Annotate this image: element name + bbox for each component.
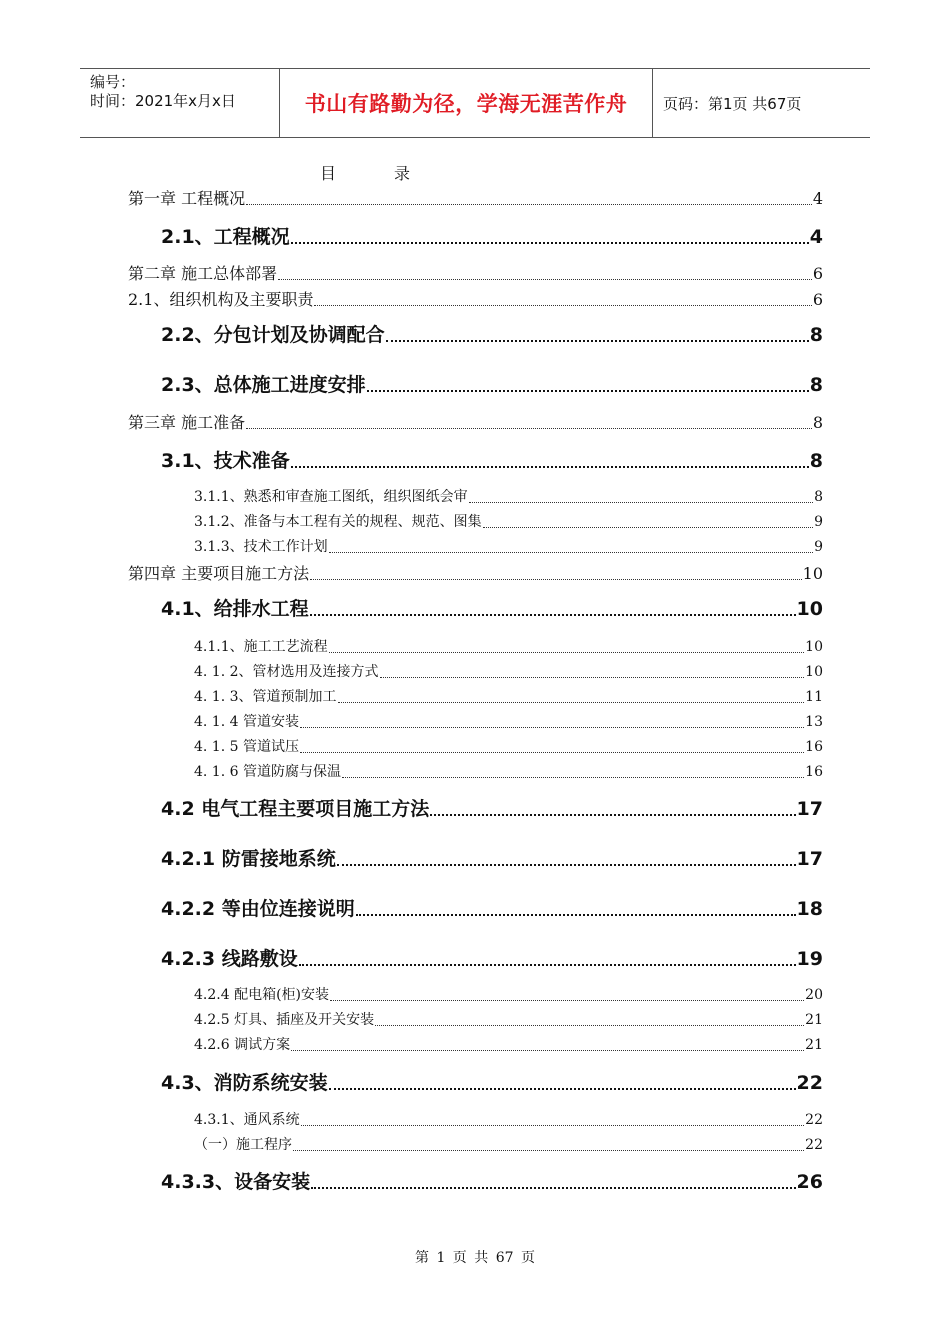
toc-leader-dots — [330, 999, 804, 1001]
toc-entry-title: 4. 1. 5 管道试压 — [194, 739, 299, 755]
toc-entry[interactable] — [161, 1068, 823, 1095]
toc-leader-dots — [291, 465, 809, 468]
toc-leader-dots — [299, 963, 796, 966]
toc-entry[interactable] — [194, 1134, 823, 1154]
toc-leader-dots — [329, 651, 805, 653]
toc-entry-title: 4. 1. 3、管道预制加工 — [194, 689, 337, 705]
toc-leader-dots — [310, 613, 796, 616]
toc-entry-title: （一）施工程序 — [194, 1137, 292, 1153]
toc-title-right: 录 — [394, 164, 411, 183]
toc-entry-page: 21 — [805, 1012, 823, 1028]
toc-leader-dots — [469, 501, 813, 503]
toc-entry-page: 10 — [796, 598, 823, 620]
toc-entry-page: 8 — [814, 489, 823, 505]
toc-leader-dots — [380, 676, 805, 678]
toc-entry-title: 4.3.1、通风系统 — [194, 1112, 300, 1128]
toc-entry[interactable] — [194, 661, 823, 681]
toc-entry-page: 17 — [796, 798, 823, 820]
toc-entry[interactable] — [194, 736, 823, 756]
toc-entry[interactable] — [194, 1034, 823, 1054]
toc-entry-title: 4. 1. 6 管道防腐与保温 — [194, 764, 341, 780]
toc-entry[interactable] — [194, 761, 823, 781]
toc-entry-page: 17 — [796, 848, 823, 870]
toc-leader-dots — [246, 203, 812, 205]
header-page-info: 页码：第1页 共67页 — [663, 94, 802, 113]
toc-leader-dots — [300, 751, 804, 753]
toc-leader-dots — [291, 241, 809, 244]
toc-entry-page: 4 — [812, 189, 823, 208]
toc-entry-page: 9 — [814, 514, 823, 530]
toc-entry-page: 13 — [805, 714, 823, 730]
toc-leader-dots — [430, 813, 795, 816]
document-date: 时间：2021年x月x日 — [90, 92, 236, 110]
toc-entry[interactable] — [161, 1167, 823, 1194]
toc-entry-page: 6 — [812, 264, 823, 283]
toc-leader-dots — [338, 701, 805, 703]
toc-entry-page: 22 — [805, 1137, 823, 1153]
toc-entry-title: 4.2.1 防雷接地系统 — [161, 848, 336, 870]
header-motto: 书山有路勤为径，学海无涯苦作舟 — [280, 69, 653, 137]
toc-entry-title: 2.1、工程概况 — [161, 226, 290, 248]
toc-entry-page: 20 — [805, 987, 823, 1003]
toc-entry-page: 22 — [805, 1112, 823, 1128]
toc-leader-dots — [314, 304, 811, 306]
toc-leader-dots — [342, 776, 804, 778]
toc-entry-title: 4.2.3 线路敷设 — [161, 948, 298, 970]
toc-leader-dots — [293, 1149, 804, 1151]
page-footer: 第 1 页 共 67 页 — [415, 1250, 535, 1266]
toc-leader-dots — [291, 1049, 804, 1051]
toc-entry-page: 18 — [796, 898, 823, 920]
toc-entry-page: 16 — [805, 739, 823, 755]
toc-leader-dots — [310, 578, 802, 580]
toc-entry[interactable] — [128, 186, 823, 209]
toc-entry[interactable] — [128, 410, 823, 433]
toc-entry-title: 3.1.1、熟悉和审查施工图纸，组织图纸会审 — [194, 489, 468, 505]
toc-entry[interactable] — [161, 370, 823, 397]
toc-entry-page: 19 — [796, 948, 823, 970]
toc-entry[interactable] — [161, 222, 823, 249]
toc-entry-title: 4.1.1、施工工艺流程 — [194, 639, 328, 655]
toc-leader-dots — [483, 526, 813, 528]
toc-leader-dots — [375, 1024, 804, 1026]
toc-entry-page: 8 — [809, 324, 823, 346]
toc-entry-page: 9 — [814, 539, 823, 555]
toc-entry-title: 2.2、分包计划及协调配合 — [161, 324, 385, 346]
toc-entry-title: 2.1、组织机构及主要职责 — [128, 290, 314, 309]
toc-entry-page: 10 — [805, 664, 823, 680]
toc-entry-title: 第三章 施工准备 — [128, 413, 246, 432]
toc-entry-title: 3.1、技术准备 — [161, 450, 290, 472]
toc-leader-dots — [386, 339, 809, 342]
toc-entry[interactable] — [128, 287, 823, 310]
toc-entry-page: 8 — [809, 450, 823, 472]
toc-entry[interactable] — [194, 686, 823, 706]
toc-leader-dots — [301, 1124, 805, 1126]
toc-entry[interactable] — [194, 636, 823, 656]
toc-entry-title: 第一章 工程概况 — [128, 189, 246, 208]
toc-entry-title: 3.1.3、技术工作计划 — [194, 539, 328, 555]
toc-leader-dots — [311, 1186, 795, 1189]
toc-entry-title: 4.2 电气工程主要项目施工方法 — [161, 798, 430, 820]
toc-leader-dots — [246, 427, 812, 429]
toc-entry[interactable] — [128, 561, 823, 584]
toc-entry-page: 11 — [805, 689, 823, 705]
toc-entry-page: 4 — [809, 226, 823, 248]
toc-leader-dots — [329, 551, 813, 553]
toc-entry-page: 10 — [802, 564, 823, 583]
toc-entry[interactable] — [194, 536, 823, 556]
toc-entry[interactable] — [161, 944, 823, 971]
toc-title-left: 目 — [320, 164, 337, 183]
toc-entry-title: 4.2.2 等由位连接说明 — [161, 898, 355, 920]
toc-entry[interactable] — [161, 446, 823, 473]
document-number-label: 编号： — [90, 73, 136, 91]
toc-leader-dots — [356, 913, 796, 916]
toc-leader-dots — [337, 863, 796, 866]
toc-entry-title: 4. 1. 4 管道安装 — [194, 714, 299, 730]
toc-entry[interactable] — [194, 486, 823, 506]
toc-entry[interactable] — [194, 984, 823, 1004]
toc-leader-dots — [278, 278, 812, 280]
toc-entry[interactable] — [194, 711, 823, 731]
toc-entry-title: 第二章 施工总体部署 — [128, 264, 278, 283]
toc-entry-page: 8 — [812, 413, 823, 432]
toc-entry-page: 6 — [812, 290, 823, 309]
toc-entry[interactable] — [161, 320, 823, 347]
toc-entry[interactable] — [194, 511, 823, 531]
toc-entry-page: 10 — [805, 639, 823, 655]
toc-entry-page: 22 — [796, 1072, 823, 1094]
toc-entry-title: 4.3、消防系统安装 — [161, 1072, 328, 1094]
toc-entry-page: 8 — [809, 374, 823, 396]
toc-entry-title: 4.2.5 灯具、插座及开关安装 — [194, 1012, 375, 1028]
toc-entry[interactable] — [161, 594, 823, 621]
toc-entry[interactable] — [194, 1109, 823, 1129]
toc-entry-page: 16 — [805, 764, 823, 780]
toc-entry[interactable] — [161, 844, 823, 871]
toc-entry-title: 3.1.2、准备与本工程有关的规程、规范、图集 — [194, 514, 482, 530]
toc-entry-title: 4.1、给排水工程 — [161, 598, 309, 620]
toc-entry-title: 第四章 主要项目施工方法 — [128, 564, 310, 583]
toc-entry-title: 2.3、总体施工进度安排 — [161, 374, 366, 396]
toc-entry[interactable] — [161, 794, 823, 821]
toc-entry-title: 4.2.6 调试方案 — [194, 1037, 291, 1053]
toc-leader-dots — [300, 726, 804, 728]
toc-entry-page: 21 — [805, 1037, 823, 1053]
toc-entry-page: 26 — [796, 1171, 823, 1193]
toc-entry-title: 4. 1. 2、管材选用及连接方式 — [194, 664, 379, 680]
toc-entry[interactable] — [128, 261, 823, 284]
toc-entry[interactable] — [194, 1009, 823, 1029]
toc-leader-dots — [367, 389, 809, 392]
toc-entry-title: 4.3.3、设备安装 — [161, 1171, 311, 1193]
toc-entry[interactable] — [161, 894, 823, 921]
toc-entry-title: 4.2.4 配电箱(柜)安装 — [194, 987, 329, 1003]
toc-leader-dots — [329, 1087, 796, 1090]
